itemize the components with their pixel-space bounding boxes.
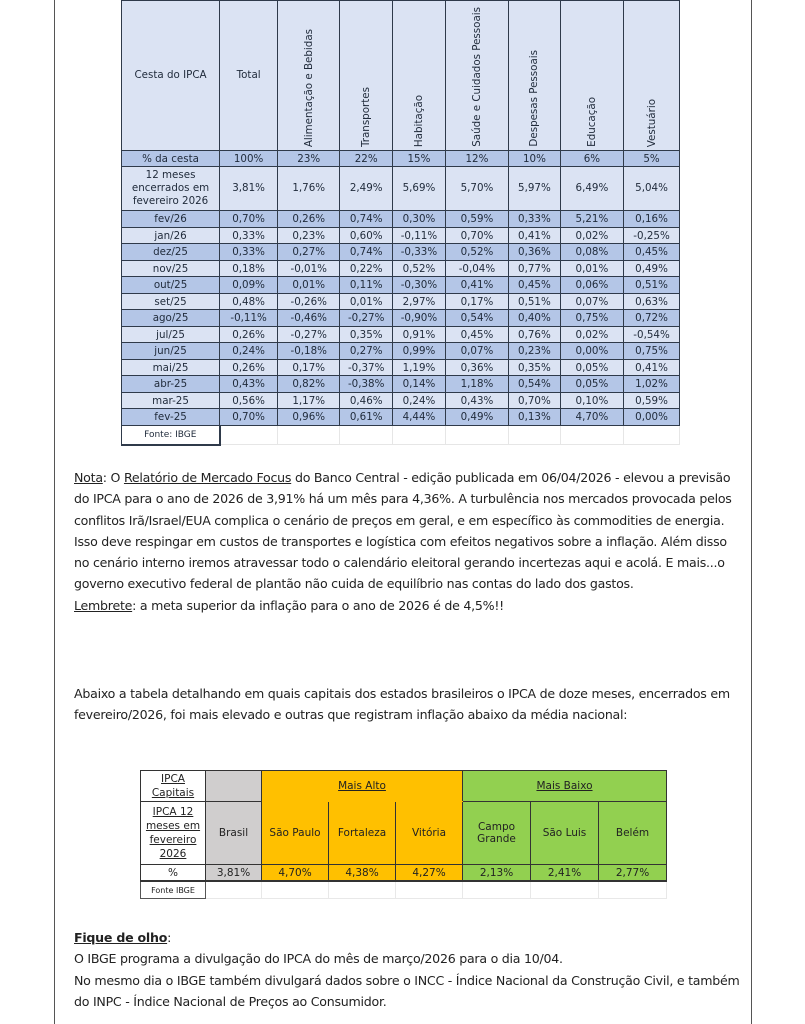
table-row bbox=[122, 167, 680, 211]
table-cell: 0,07% bbox=[560, 293, 623, 310]
table-cell: 0,10% bbox=[560, 392, 623, 409]
lembrete-text: : a meta superior da inflação para o ano de 2026 é de 4,5%!! bbox=[132, 597, 504, 613]
row-label: out/25 bbox=[122, 277, 220, 294]
table-row bbox=[122, 277, 680, 294]
table-cell: 2,49% bbox=[340, 167, 393, 211]
row-label: jan/26 bbox=[122, 227, 220, 244]
capitals-group-row bbox=[141, 771, 667, 802]
table-cell: 0,63% bbox=[624, 293, 680, 310]
table-cell: -0,30% bbox=[393, 277, 446, 294]
table-cell: 0,35% bbox=[340, 326, 393, 343]
city-name: Campo Grande bbox=[463, 802, 531, 865]
table-cell: 0,72% bbox=[624, 310, 680, 327]
empty-cell bbox=[393, 425, 446, 445]
table-cell: 0,45% bbox=[445, 326, 508, 343]
table-cell: 0,49% bbox=[624, 260, 680, 277]
capitals-title: IPCA Capitais bbox=[141, 771, 206, 802]
table-cell: 0,08% bbox=[560, 244, 623, 261]
lembrete-label: Lembrete bbox=[74, 597, 133, 613]
row-label: jun/25 bbox=[122, 343, 220, 360]
table-cell: 0,17% bbox=[278, 359, 340, 376]
table-cell: 4,70% bbox=[560, 409, 623, 426]
table-cell: 0,77% bbox=[509, 260, 561, 277]
table-cell: 0,23% bbox=[278, 227, 340, 244]
table-cell: 0,43% bbox=[220, 376, 278, 393]
city-name: Belém bbox=[599, 802, 667, 865]
fique-de-olho-section bbox=[74, 927, 744, 1012]
table-cell: 0,49% bbox=[445, 409, 508, 426]
fique-de-olho-line-1: O IBGE programa a divulgação do IPCA do mês de março/2026 para o dia 10/04. bbox=[74, 951, 563, 967]
column-header: Transportes bbox=[340, 1, 393, 151]
city-value: 4,70% bbox=[262, 865, 329, 882]
table-cell: 0,26% bbox=[220, 326, 278, 343]
table-cell: 0,45% bbox=[624, 244, 680, 261]
table-cell: 0,96% bbox=[278, 409, 340, 426]
table-cell: 5,97% bbox=[509, 167, 561, 211]
table-cell: 0,75% bbox=[624, 343, 680, 360]
table-cell: 5,04% bbox=[624, 167, 680, 211]
table-cell: 6,49% bbox=[560, 167, 623, 211]
table-cell: 0,17% bbox=[445, 293, 508, 310]
table-cell: 5,21% bbox=[560, 211, 623, 228]
table-cell: 0,27% bbox=[278, 244, 340, 261]
table-row bbox=[122, 376, 680, 393]
nota-label: Nota bbox=[74, 470, 103, 485]
table-cell: 0,05% bbox=[560, 359, 623, 376]
table-cell: 0,56% bbox=[220, 392, 278, 409]
brasil-group-cell bbox=[206, 771, 262, 802]
table-row bbox=[122, 392, 680, 409]
table-cell: 0,09% bbox=[220, 277, 278, 294]
source-row bbox=[122, 425, 680, 445]
table-cell: 0,33% bbox=[220, 227, 278, 244]
table-cell: 0,30% bbox=[393, 211, 446, 228]
table-row bbox=[122, 244, 680, 261]
focus-report-link[interactable]: Relatório de Mercado Focus bbox=[123, 470, 292, 485]
lembrete-paragraph bbox=[74, 595, 744, 616]
corner-header: Cesta do IPCA bbox=[122, 1, 220, 151]
row-label: mai/25 bbox=[122, 359, 220, 376]
table-cell: 0,51% bbox=[509, 293, 561, 310]
city-value: 2,41% bbox=[531, 865, 599, 882]
city-value: 3,81% bbox=[206, 865, 262, 882]
table-cell: 0,52% bbox=[445, 244, 508, 261]
table-cell: 0,14% bbox=[393, 376, 446, 393]
table-cell: -0,11% bbox=[220, 310, 278, 327]
table-cell: 0,35% bbox=[509, 359, 561, 376]
empty-cell bbox=[340, 425, 393, 445]
city-value: 4,27% bbox=[396, 865, 463, 882]
table-cell: 22% bbox=[340, 150, 393, 167]
table-cell: 0,23% bbox=[509, 343, 561, 360]
table-row bbox=[122, 326, 680, 343]
table-cell: 5,70% bbox=[445, 167, 508, 211]
table-cell: 0,27% bbox=[340, 343, 393, 360]
table-cell: 0,36% bbox=[445, 359, 508, 376]
table-cell: 0,36% bbox=[509, 244, 561, 261]
table-cell: -0,33% bbox=[393, 244, 446, 261]
column-header: Despesas Pessoais bbox=[509, 1, 561, 151]
table-row bbox=[122, 310, 680, 327]
table-cell: 0,05% bbox=[560, 376, 623, 393]
table-cell: 0,59% bbox=[445, 211, 508, 228]
table-cell: 5,69% bbox=[393, 167, 446, 211]
table-cell: 0,16% bbox=[624, 211, 680, 228]
table-cell: 0,76% bbox=[509, 326, 561, 343]
table-cell: 0,41% bbox=[445, 277, 508, 294]
table-cell: -0,46% bbox=[278, 310, 340, 327]
fique-de-olho-line-2: No mesmo dia o IBGE também divulgará dados sobre o INCC - Índice Nacional da Construção Civil, e também do INPC - Índice Nacional de Preços ao Consumidor. bbox=[74, 972, 740, 1009]
table-cell: 1,76% bbox=[278, 167, 340, 211]
capitals-source: Fonte IBGE bbox=[141, 881, 206, 899]
table-cell: 0,48% bbox=[220, 293, 278, 310]
table-cell: 0,00% bbox=[560, 343, 623, 360]
table-cell: 0,43% bbox=[445, 392, 508, 409]
row-label: abr-25 bbox=[122, 376, 220, 393]
row-label: nov/25 bbox=[122, 260, 220, 277]
table-cell: 2,97% bbox=[393, 293, 446, 310]
city-name: Brasil bbox=[206, 802, 262, 865]
table-cell: 5% bbox=[624, 150, 680, 167]
capitals-names-row bbox=[141, 802, 667, 865]
table-cell: 4,44% bbox=[393, 409, 446, 426]
table-row bbox=[122, 150, 680, 167]
column-header: Saúde e Cuidados Pessoais bbox=[445, 1, 508, 151]
row-label: dez/25 bbox=[122, 244, 220, 261]
table-cell: 0,02% bbox=[560, 227, 623, 244]
nota-paragraph bbox=[74, 467, 744, 531]
row-label: jul/25 bbox=[122, 326, 220, 343]
table-cell: 0,91% bbox=[393, 326, 446, 343]
table-cell: 0,99% bbox=[393, 343, 446, 360]
capitals-source-row bbox=[141, 881, 667, 899]
unit-label: % bbox=[141, 865, 206, 882]
row-label: set/25 bbox=[122, 293, 220, 310]
table-cell: 0,41% bbox=[509, 227, 561, 244]
table-cell: 0,70% bbox=[220, 211, 278, 228]
table-cell: 0,07% bbox=[445, 343, 508, 360]
table-cell: -0,25% bbox=[624, 227, 680, 244]
nota-sep: : O bbox=[102, 470, 124, 485]
capitals-values-row bbox=[141, 865, 667, 882]
table-source: Fonte: IBGE bbox=[122, 425, 220, 445]
row-label: % da cesta bbox=[122, 150, 220, 167]
table-cell: 0,01% bbox=[560, 260, 623, 277]
table-cell: 12% bbox=[445, 150, 508, 167]
intro-capitais bbox=[74, 683, 744, 726]
table-cell: -0,90% bbox=[393, 310, 446, 327]
table-row bbox=[122, 293, 680, 310]
table-cell: 0,01% bbox=[340, 293, 393, 310]
city-value: 2,77% bbox=[599, 865, 667, 882]
table-cell: 0,24% bbox=[393, 392, 446, 409]
column-header: Habitação bbox=[393, 1, 446, 151]
table-cell: 1,18% bbox=[445, 376, 508, 393]
empty-cell bbox=[560, 425, 623, 445]
table-cell: 0,33% bbox=[509, 211, 561, 228]
table-cell: 0,61% bbox=[340, 409, 393, 426]
table-cell: 10% bbox=[509, 150, 561, 167]
table-cell: 1,02% bbox=[624, 376, 680, 393]
city-value: 2,13% bbox=[463, 865, 531, 882]
table-cell: 23% bbox=[278, 150, 340, 167]
table-cell: 0,33% bbox=[220, 244, 278, 261]
table-cell: 0,70% bbox=[220, 409, 278, 426]
table-cell: 6% bbox=[560, 150, 623, 167]
table-cell: 0,54% bbox=[509, 376, 561, 393]
table-cell: 0,18% bbox=[220, 260, 278, 277]
column-header: Vestuário bbox=[624, 1, 680, 151]
row-label: fev/26 bbox=[122, 211, 220, 228]
table-cell: 0,11% bbox=[340, 277, 393, 294]
table-row bbox=[122, 227, 680, 244]
table-cell: -0,26% bbox=[278, 293, 340, 310]
nota-section bbox=[74, 467, 744, 616]
group-low: Mais Baixo bbox=[463, 771, 667, 802]
fique-de-olho-heading: Fique de olho: bbox=[74, 930, 172, 945]
table-cell: 0,51% bbox=[624, 277, 680, 294]
table-cell: 0,52% bbox=[393, 260, 446, 277]
table-cell: 0,26% bbox=[220, 359, 278, 376]
table-cell: -0,01% bbox=[278, 260, 340, 277]
table-cell: -0,18% bbox=[278, 343, 340, 360]
table-header-row bbox=[122, 1, 680, 151]
table-cell: 0,70% bbox=[509, 392, 561, 409]
table-cell: -0,37% bbox=[340, 359, 393, 376]
table-cell: 0,26% bbox=[278, 211, 340, 228]
empty-cell bbox=[624, 425, 680, 445]
table-cell: 0,60% bbox=[340, 227, 393, 244]
empty-cell bbox=[509, 425, 561, 445]
table-cell: -0,38% bbox=[340, 376, 393, 393]
table-cell: 0,02% bbox=[560, 326, 623, 343]
row-label: fev-25 bbox=[122, 409, 220, 426]
table-cell: 0,46% bbox=[340, 392, 393, 409]
table-cell: 0,82% bbox=[278, 376, 340, 393]
table-cell: 0,13% bbox=[509, 409, 561, 426]
table-cell: -0,11% bbox=[393, 227, 446, 244]
table-cell: 3,81% bbox=[220, 167, 278, 211]
table-cell: 0,40% bbox=[509, 310, 561, 327]
intro-capitais-text: Abaixo a tabela detalhando em quais capitais dos estados brasileiros o IPCA de doze meses, encerrados em fevereiro/2026, foi mais elevado e outras que registram inflação abaixo da média nacional: bbox=[74, 686, 730, 723]
table-cell: 0,22% bbox=[340, 260, 393, 277]
row-label: 12 meses encerrados em fevereiro 2026 bbox=[122, 167, 220, 211]
table-cell: 0,70% bbox=[445, 227, 508, 244]
city-name: São Luis bbox=[531, 802, 599, 865]
table-row bbox=[122, 409, 680, 426]
table-cell: -0,04% bbox=[445, 260, 508, 277]
table-cell: 100% bbox=[220, 150, 278, 167]
column-header: Total bbox=[220, 1, 278, 151]
table-cell: 0,00% bbox=[624, 409, 680, 426]
row-label: ago/25 bbox=[122, 310, 220, 327]
city-name: São Paulo bbox=[262, 802, 329, 865]
table-cell: 1,17% bbox=[278, 392, 340, 409]
empty-cell bbox=[220, 425, 278, 445]
table-cell: 0,54% bbox=[445, 310, 508, 327]
table-row bbox=[122, 359, 680, 376]
capitals-table bbox=[140, 770, 667, 899]
table-cell: 0,59% bbox=[624, 392, 680, 409]
column-header: Alimentação e Bebidas bbox=[278, 1, 340, 151]
table-cell: 0,75% bbox=[560, 310, 623, 327]
empty-cell bbox=[445, 425, 508, 445]
table-cell: 0,01% bbox=[278, 277, 340, 294]
table-cell: 0,45% bbox=[509, 277, 561, 294]
capitals-row-label: IPCA 12 meses em fevereiro 2026 bbox=[141, 802, 206, 865]
table-cell: -0,27% bbox=[340, 310, 393, 327]
table-cell: 1,19% bbox=[393, 359, 446, 376]
group-high: Mais Alto bbox=[262, 771, 463, 802]
table-cell: 0,74% bbox=[340, 211, 393, 228]
nota-text: do Banco Central - edição publicada em 06/04/2026 - elevou a previsão do IPCA para o ano de 2026 de 3,91% há um mês para 4,36%. A turbulência nos mercados provocada pelos conflitos Irã/Israel/EUA complica o cenário de preços em geral, e em específico às commodities de energia. bbox=[74, 470, 732, 528]
table-row bbox=[122, 211, 680, 228]
city-value: 4,38% bbox=[329, 865, 396, 882]
city-name: Fortaleza bbox=[329, 802, 396, 865]
nota-paragraph-2: Isso deve respingar em custos de transportes e logística com efeitos negativos sobre a inflação. Além disso no cenário interno iremos atravessar todo o calendário eleitoral gerando incertezas aqui e acolá. E mais...o governo executivo federal de plantão não cuida de equilíbrio nas contas do lado dos gastos. bbox=[74, 533, 727, 592]
table-row bbox=[122, 343, 680, 360]
table-cell: -0,27% bbox=[278, 326, 340, 343]
table-cell: 0,74% bbox=[340, 244, 393, 261]
table-cell: 0,24% bbox=[220, 343, 278, 360]
table-cell: -0,54% bbox=[624, 326, 680, 343]
table-row bbox=[122, 260, 680, 277]
table-cell: 0,06% bbox=[560, 277, 623, 294]
empty-cell bbox=[278, 425, 340, 445]
ipca-basket-table bbox=[121, 0, 680, 446]
row-label: mar-25 bbox=[122, 392, 220, 409]
column-header: Educação bbox=[560, 1, 623, 151]
table-cell: 0,41% bbox=[624, 359, 680, 376]
table-cell: 15% bbox=[393, 150, 446, 167]
city-name: Vitória bbox=[396, 802, 463, 865]
